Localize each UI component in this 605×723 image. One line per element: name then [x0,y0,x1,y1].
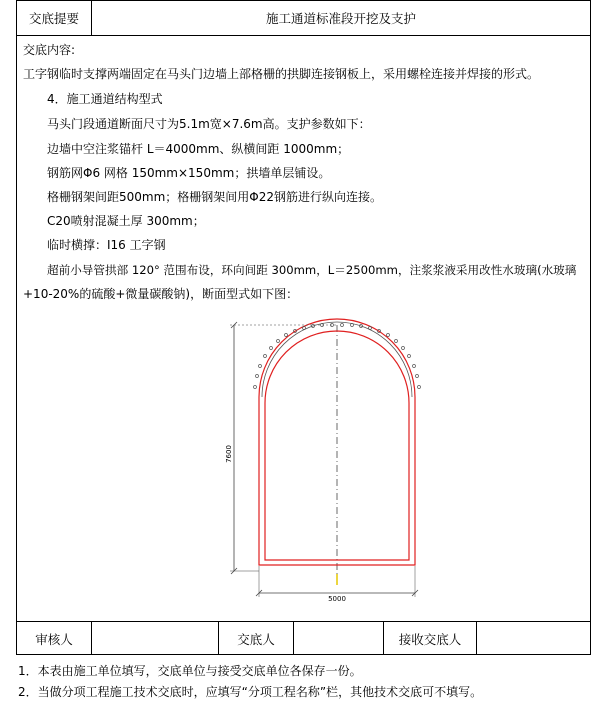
width-dimension-label: 5000 [328,595,346,603]
content-line: 超前小导管拱部 120° 范围布设，环向间距 300mm，L＝2500mm，注浆浆液采用改性水玻璃(水玻璃 [47,263,577,277]
header-title: 施工通道标准段开挖及支护 [265,11,416,26]
discloser-label: 交底人 [237,631,275,647]
content-line: 工字钢临时支撑两端固定在马头门边墙上部格栅的拱脚连接钢板上，采用螺栓连接并焊接的形式。 [23,67,540,81]
content-line: 边墙中空注浆锚杆 L＝4000mm、纵横间距 1000mm； [47,142,350,156]
footnote-2: 2．当做分项工程施工技术交底时，应填写“分项工程名称”栏，其他技术交底可不填写。 [18,685,483,699]
footnote-1: 1．本表由施工单位填写，交底单位与接受交底单位各保存一份。 [18,664,362,678]
content-line: 钢筋网Φ6 网格 150mm×150mm；拱墙单层铺设。 [47,166,331,180]
content-line: C20喷射混凝土厚 300mm； [47,214,205,228]
content-line: 格栅钢架间距500mm；格栅钢架间用Φ22钢筋进行纵向连接。 [47,190,383,204]
content-line: 临时横撑：I16 工字钢 [47,238,166,252]
receiver-label: 接收交底人 [398,631,462,647]
content-line: 马头门段通道断面尺寸为5.1m宽×7.6m高。支护参数如下： [47,117,371,131]
reviewer-label: 审核人 [35,631,73,647]
content-line: 4．施工通道结构型式 [47,92,163,106]
content-heading: 交底内容: [23,43,76,57]
height-dimension-label: 7600 [225,445,233,463]
header-label: 交底提要 [17,1,92,35]
content-line: +10-20%的硫酸+微量碳酸钠)，断面型式如下图： [23,287,299,301]
